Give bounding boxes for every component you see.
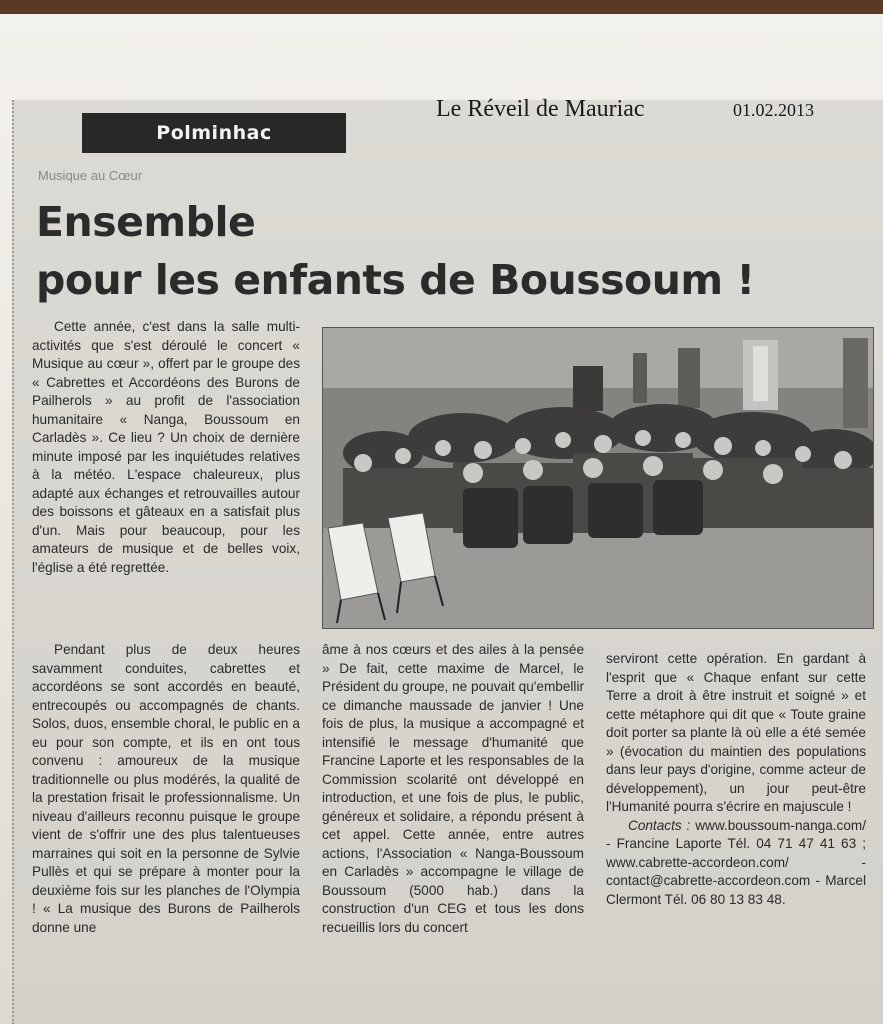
publication-name: Le Réveil de Mauriac bbox=[436, 96, 645, 122]
article-contacts bbox=[606, 817, 866, 910]
concert-audience-photo bbox=[322, 327, 874, 629]
publication-date: 01.02.2013 bbox=[733, 100, 814, 120]
article-column-3 bbox=[606, 650, 866, 909]
article-column-3-text: serviront cette opération. En gardant à l'esprit que « Chaque enfant sur cette Terre a droit à être instruit et soigné » et cette métaphore qui dit que « Toute graine doit porter sa plante là où elle a été semée » (évocation du maintien des populations dans leur pays d'origine, comme acteur de développement), un jour peut-être l'Humanité pourra s'écrire en majuscule ! bbox=[606, 651, 866, 814]
article-headline bbox=[36, 193, 755, 309]
article-paragraph-1: Cette année, c'est dans la salle multi-activités que s'est déroulé le concert « Musique au cœur », offert par le groupe des « Cabrettes et Accordéons des Burons de Pailherols » au profit de l'association humanitaire « Nanga, Boussoum en Carladès ». Ce lieu ? Un choix de dernière minute imposé par les inquiétudes relatives à la météo. L'espace chaleureux, plus adapté aux échanges et retrouvailles autour des boissons et gâteaux en a satisfait plus d'un. Mais pour beaucoup, pour les amateurs de musique et de belles voix, l'église a été regrettée. bbox=[32, 319, 300, 575]
section-banner: Polminhac bbox=[82, 113, 346, 153]
article-kicker: Musique au Cœur bbox=[38, 168, 143, 183]
headline-line-1: Ensemble bbox=[36, 198, 256, 246]
article-paragraph-2: Pendant plus de deux heures savamment conduites, cabrettes et accordéons se sont accordés en beauté, entrecoupés ou accompagnés de chants. Solos, duos, ensemble choral, le public en a eu pour son compte, et ils en ont tous convenu : amoureux de la musique traditionnelle ou plus modérés, la qualité de la prestation frisait le professionnalisme. Un niveau d'ailleurs reconnu puisque le groupe vient de s'offrir une des plus talentueuses marraines qui soit en la personne de Sylvie Pullès et qui se prépare à monter pour la deuxième fois sur les planches de l'Olympia ! « La musique des Burons de Pailherols donne une bbox=[32, 642, 300, 935]
contacts-label: Contacts : bbox=[628, 817, 691, 833]
article-column-2: âme à nos cœurs et des ailes à la pensée » De fait, cette maxime de Marcel, le Président du groupe, ne pouvait qu'embellir ce dimanche maussade de janvier ! Une fois de plus, la musique a accompagné et intensifié le message d'humanité que Francine Laporte et les responsables de la Commission scolarité ont développé en introduction, et une fois de plus, le public, généreux et solidaire, a répondu présent à cet appel. Cette année, entre autres actions, l'Association « Nanga-Boussoum en Carladès » accompagne le village de Boussoum (5000 hab.) dans la construction d'un CEG et tous les dons recueillis lors du concert bbox=[322, 642, 584, 935]
headline-line-2: pour les enfants de Boussoum ! bbox=[36, 256, 755, 304]
audience-photo-drawing bbox=[323, 328, 873, 628]
contacts-text: www.boussoum-nanga.com/ - Francine Laporte Tél. 04 71 47 41 63 ; www.cabrette-accordeon.com/ - contact@cabrette-accordeon.com - Marcel Clermont Tél. 06 80 13 83 48. bbox=[606, 817, 866, 907]
